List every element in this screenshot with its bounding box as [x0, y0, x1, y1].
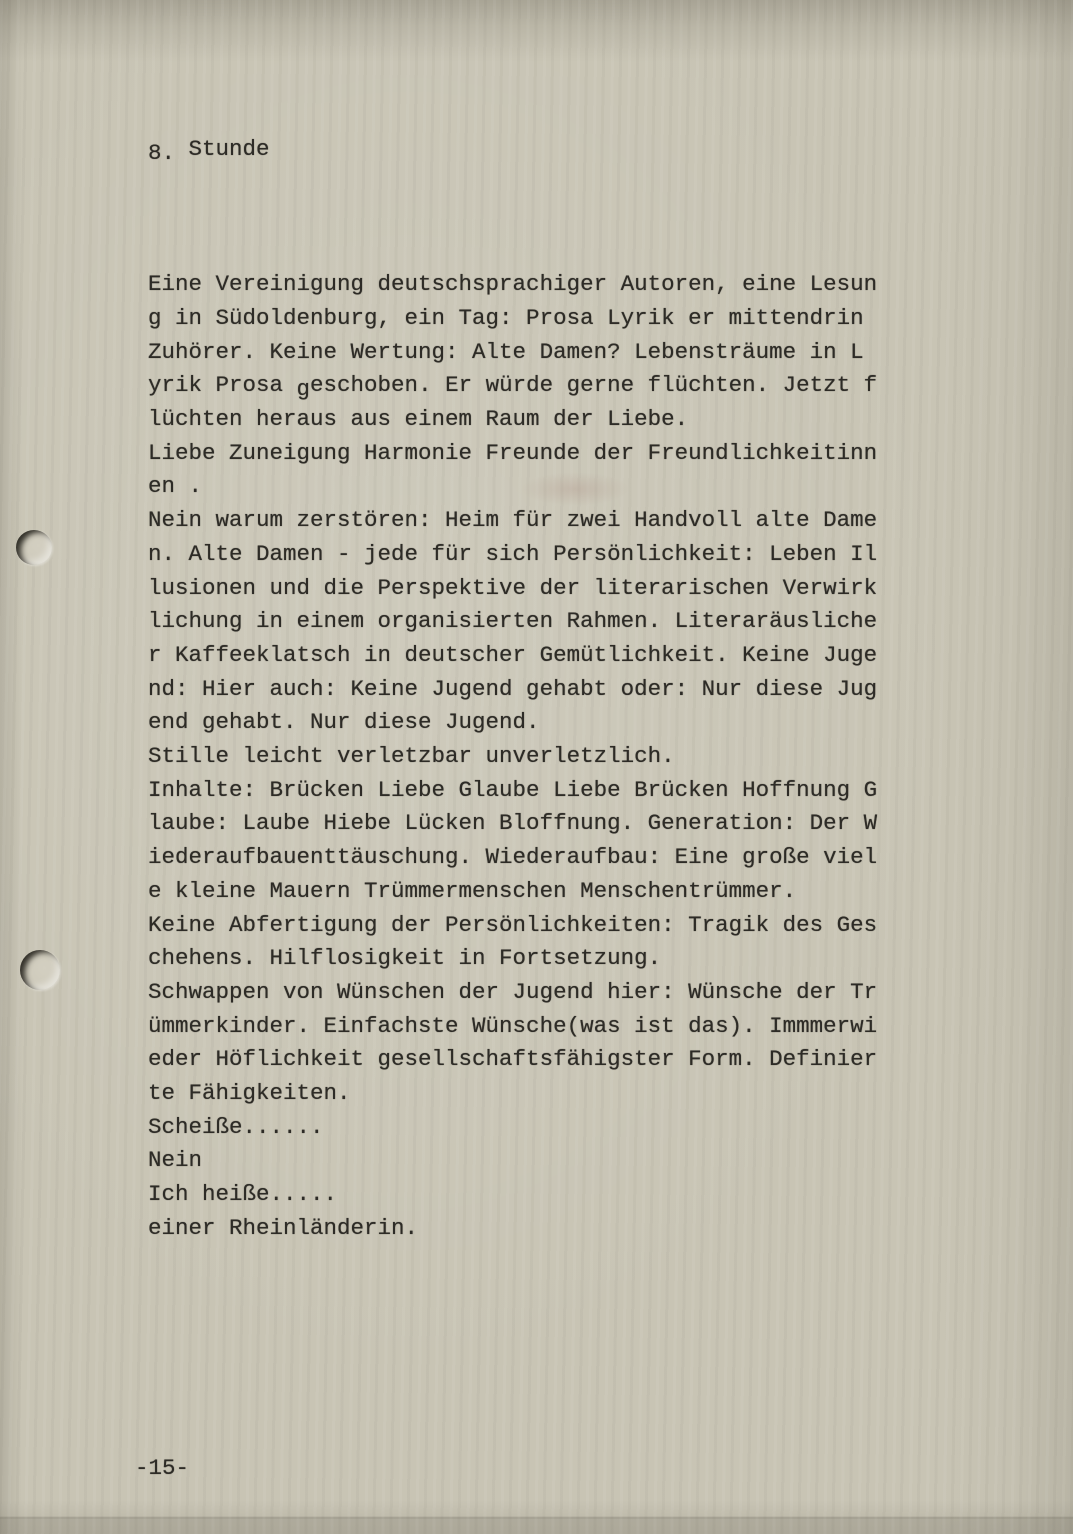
section-heading	[148, 133, 948, 167]
text-line: Stille leicht verletzbar unverletzlich.	[148, 743, 675, 770]
typewritten-text	[148, 66, 948, 1313]
page-number: -15-	[135, 1455, 190, 1481]
text-line: lusionen und die Perspektive der literarischen Verwirk	[148, 574, 878, 601]
text-line: yrik Prosa geschoben. Er würde gerne flüchten. Jetzt f	[148, 372, 878, 402]
heading-title: Stunde	[175, 136, 270, 163]
text-line: Zuhörer. Keine Wertung: Alte Damen? Lebensträume in L	[148, 338, 864, 365]
text-line: Schwappen von Wünschen der Jugend hier: Wünsche der Tr	[148, 978, 878, 1005]
heading-number: 8.	[148, 140, 176, 167]
text-line: ümmerkinder. Einfachste Wünsche(was ist das). Immmerwi	[148, 1012, 878, 1039]
text-line: iederaufbauenttäuschung. Wiederaufbau: Eine große viel	[148, 844, 878, 871]
text-line: eder Höflichkeit gesellschaftsfähigster Form. Definier	[148, 1046, 878, 1073]
text-line: nd: Hier auch: Keine Jugend gehabt oder: Nur diese Jug	[148, 675, 878, 702]
text-line: end gehabt. Nur diese Jugend.	[148, 709, 540, 736]
text-line: n. Alte Damen - jede für sich Persönlichkeit: Leben Il	[148, 540, 878, 567]
text-line: r Kaffeeklatsch in deutscher Gemütlichkeit. Keine Juge	[148, 641, 878, 668]
text-line: Liebe Zuneigung Harmonie Freunde der Freundlichkeitinn	[148, 439, 878, 466]
dropped-character: g	[296, 375, 311, 402]
body-lines	[148, 268, 948, 1245]
hole-punch-bottom	[20, 950, 60, 990]
text-line: chehens. Hilflosigkeit in Fortsetzung.	[148, 945, 662, 972]
text-line: te Fähigkeiten.	[148, 1080, 351, 1107]
text-line: Ich heiße.....	[148, 1181, 338, 1208]
text-line: g in Südoldenburg, ein Tag: Prosa Lyrik er mittendrin	[148, 304, 864, 331]
text-line: Nein warum zerstören: Heim für zwei Handvoll alte Dame	[148, 507, 878, 534]
text-line: Inhalte: Brücken Liebe Glaube Liebe Brücken Hoffnung G	[148, 776, 878, 803]
text-line: e kleine Mauern Trümmermenschen Menschentrümmer.	[148, 877, 797, 904]
text-line: lichung in einem organisierten Rahmen. Literaräusliche	[148, 608, 878, 635]
hole-punch-top	[16, 530, 52, 565]
text-line: lüchten heraus aus einem Raum der Liebe.	[148, 406, 689, 433]
text-line: Keine Abfertigung der Persönlichkeiten: Tragik des Ges	[148, 911, 878, 938]
text-line: einer Rheinländerin.	[148, 1214, 419, 1241]
text-line: Nein	[148, 1147, 203, 1174]
text-line: Eine Vereinigung deutschsprachiger Autoren, eine Lesun	[148, 271, 878, 298]
text-line: laube: Laube Hiebe Lücken Bloffnung. Generation: Der W	[148, 810, 878, 837]
text-line: Scheiße......	[148, 1113, 324, 1140]
text-line: en .	[148, 473, 203, 500]
